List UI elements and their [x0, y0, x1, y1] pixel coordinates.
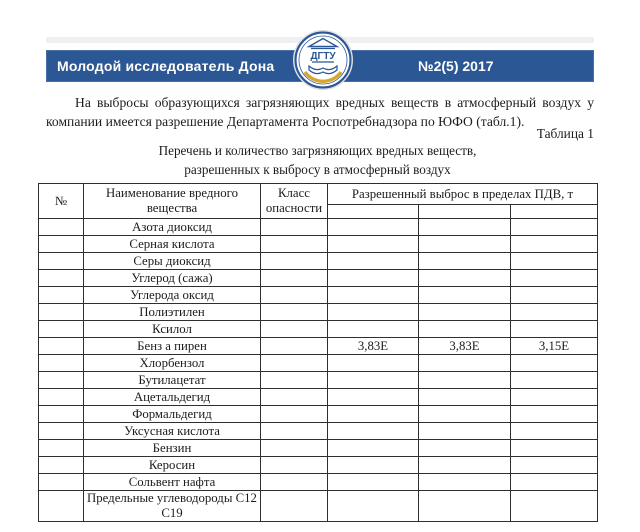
cell-class — [261, 270, 328, 287]
cell-v2 — [419, 219, 511, 236]
cell-substance: Углерод (сажа) — [84, 270, 261, 287]
cell-substance: Ацетальдегид — [84, 389, 261, 406]
table-header-row — [39, 184, 598, 205]
cell-v1 — [328, 406, 419, 423]
cell-number — [39, 304, 84, 321]
cell-substance: Хлорбензол — [84, 355, 261, 372]
cell-class — [261, 440, 328, 457]
cell-substance: Формальдегид — [84, 406, 261, 423]
cell-v2 — [419, 270, 511, 287]
table-row — [39, 372, 598, 389]
table-row — [39, 338, 598, 355]
table-row — [39, 321, 598, 338]
table-row — [39, 423, 598, 440]
cell-v1 — [328, 355, 419, 372]
cell-v1 — [328, 440, 419, 457]
col-header-hazard-class: Класс опасности — [261, 184, 328, 219]
cell-substance: Углерода оксид — [84, 287, 261, 304]
table-caption-line1: Перечень и количество загрязняющих вредных веществ, — [158, 143, 477, 158]
cell-class — [261, 457, 328, 474]
cell-v2 — [419, 406, 511, 423]
table-row — [39, 355, 598, 372]
table-row — [39, 270, 598, 287]
cell-v2 — [419, 457, 511, 474]
cell-number — [39, 270, 84, 287]
cell-v1 — [328, 389, 419, 406]
cell-substance: Ксилол — [84, 321, 261, 338]
cell-v1 — [328, 423, 419, 440]
cell-class — [261, 491, 328, 522]
cell-v3 — [511, 423, 598, 440]
cell-number — [39, 423, 84, 440]
table-row — [39, 491, 598, 522]
cell-substance: Полиэтилен — [84, 304, 261, 321]
cell-number — [39, 474, 84, 491]
cell-v2 — [419, 253, 511, 270]
table-row — [39, 304, 598, 321]
subheader-cell-3 — [511, 205, 598, 219]
cell-class — [261, 321, 328, 338]
table-row — [39, 219, 598, 236]
cell-v2 — [419, 440, 511, 457]
cell-class — [261, 474, 328, 491]
cell-number — [39, 321, 84, 338]
cell-v1 — [328, 270, 419, 287]
cell-substance: Бутилацетат — [84, 372, 261, 389]
cell-v2 — [419, 372, 511, 389]
cell-v2 — [419, 321, 511, 338]
cell-v1 — [328, 457, 419, 474]
cell-number — [39, 253, 84, 270]
cell-number — [39, 219, 84, 236]
cell-v3 — [511, 287, 598, 304]
table-row — [39, 474, 598, 491]
table-row — [39, 457, 598, 474]
dgtu-logo-icon — [292, 28, 354, 92]
cell-substance: Азота диоксид — [84, 219, 261, 236]
table-caption-line2: разрешенных к выбросу в атмосферный воздух — [184, 162, 451, 177]
cell-v1 — [328, 474, 419, 491]
cell-v2 — [419, 474, 511, 491]
col-header-permitted-emission: Разрешенный выброс в пределах ПДВ, т — [328, 184, 598, 205]
cell-v3 — [511, 372, 598, 389]
cell-v3 — [511, 440, 598, 457]
subheader-cell-1 — [328, 205, 419, 219]
cell-v2 — [419, 236, 511, 253]
cell-number — [39, 338, 84, 355]
table-row — [39, 440, 598, 457]
cell-class — [261, 219, 328, 236]
cell-v3 — [511, 457, 598, 474]
cell-v1 — [328, 491, 419, 522]
cell-v2 — [419, 287, 511, 304]
cell-v1: 3,83Е — [328, 338, 419, 355]
cell-v1 — [328, 287, 419, 304]
table-caption — [38, 141, 597, 179]
cell-v3 — [511, 321, 598, 338]
cell-v2 — [419, 304, 511, 321]
cell-class — [261, 338, 328, 355]
cell-class — [261, 355, 328, 372]
cell-v2: 3,83Е — [419, 338, 511, 355]
subheader-cell-2 — [419, 205, 511, 219]
cell-v3 — [511, 270, 598, 287]
cell-number — [39, 355, 84, 372]
cell-number — [39, 287, 84, 304]
cell-class — [261, 372, 328, 389]
cell-v1 — [328, 372, 419, 389]
cell-v3 — [511, 389, 598, 406]
cell-number — [39, 236, 84, 253]
cell-v2 — [419, 423, 511, 440]
article-paragraph: На выбросы образующихся загрязняющих вредных веществ в атмосферный воздух у компании имеется разрешение Департамента Роспотребнадзора по ЮФО (табл.1). — [46, 95, 594, 129]
cell-v1 — [328, 219, 419, 236]
cell-v3 — [511, 304, 598, 321]
emissions-table — [38, 183, 598, 522]
col-header-substance: Наименование вредного вещества — [84, 184, 261, 219]
cell-substance: Бенз а пирен — [84, 338, 261, 355]
cell-substance: Сольвент нафта — [84, 474, 261, 491]
cell-v3 — [511, 253, 598, 270]
cell-class — [261, 389, 328, 406]
cell-number — [39, 440, 84, 457]
cell-v3: 3,15Е — [511, 338, 598, 355]
journal-issue: №2(5) 2017 — [418, 58, 494, 74]
cell-v3 — [511, 491, 598, 522]
cell-v3 — [511, 474, 598, 491]
cell-substance: Бензин — [84, 440, 261, 457]
cell-substance: Предельные углеводороды С12 С19 — [84, 491, 261, 522]
cell-class — [261, 423, 328, 440]
table-row — [39, 389, 598, 406]
cell-v1 — [328, 304, 419, 321]
cell-v3 — [511, 236, 598, 253]
logo-acronym: ДГТУ — [310, 51, 336, 62]
cell-substance: Серная кислота — [84, 236, 261, 253]
cell-number — [39, 389, 84, 406]
cell-class — [261, 304, 328, 321]
table-row — [39, 236, 598, 253]
cell-number — [39, 457, 84, 474]
cell-number — [39, 372, 84, 389]
cell-v3 — [511, 355, 598, 372]
cell-v2 — [419, 389, 511, 406]
cell-v3 — [511, 406, 598, 423]
cell-class — [261, 287, 328, 304]
cell-v1 — [328, 236, 419, 253]
cell-number — [39, 406, 84, 423]
cell-v1 — [328, 321, 419, 338]
cell-class — [261, 236, 328, 253]
cell-substance: Уксусная кислота — [84, 423, 261, 440]
dgtu-emblem-graphic — [292, 28, 354, 92]
cell-class — [261, 253, 328, 270]
col-header-number: № — [39, 184, 84, 219]
cell-number — [39, 491, 84, 522]
cell-class — [261, 406, 328, 423]
table-row — [39, 253, 598, 270]
cell-v3 — [511, 219, 598, 236]
cell-v1 — [328, 253, 419, 270]
cell-substance: Серы диоксид — [84, 253, 261, 270]
journal-title: Молодой исследователь Дона — [57, 58, 275, 74]
cell-v2 — [419, 491, 511, 522]
table-row — [39, 406, 598, 423]
table-row — [39, 287, 598, 304]
cell-substance: Керосин — [84, 457, 261, 474]
cell-v2 — [419, 355, 511, 372]
table-reference-label: Таблица 1 — [536, 126, 594, 141]
